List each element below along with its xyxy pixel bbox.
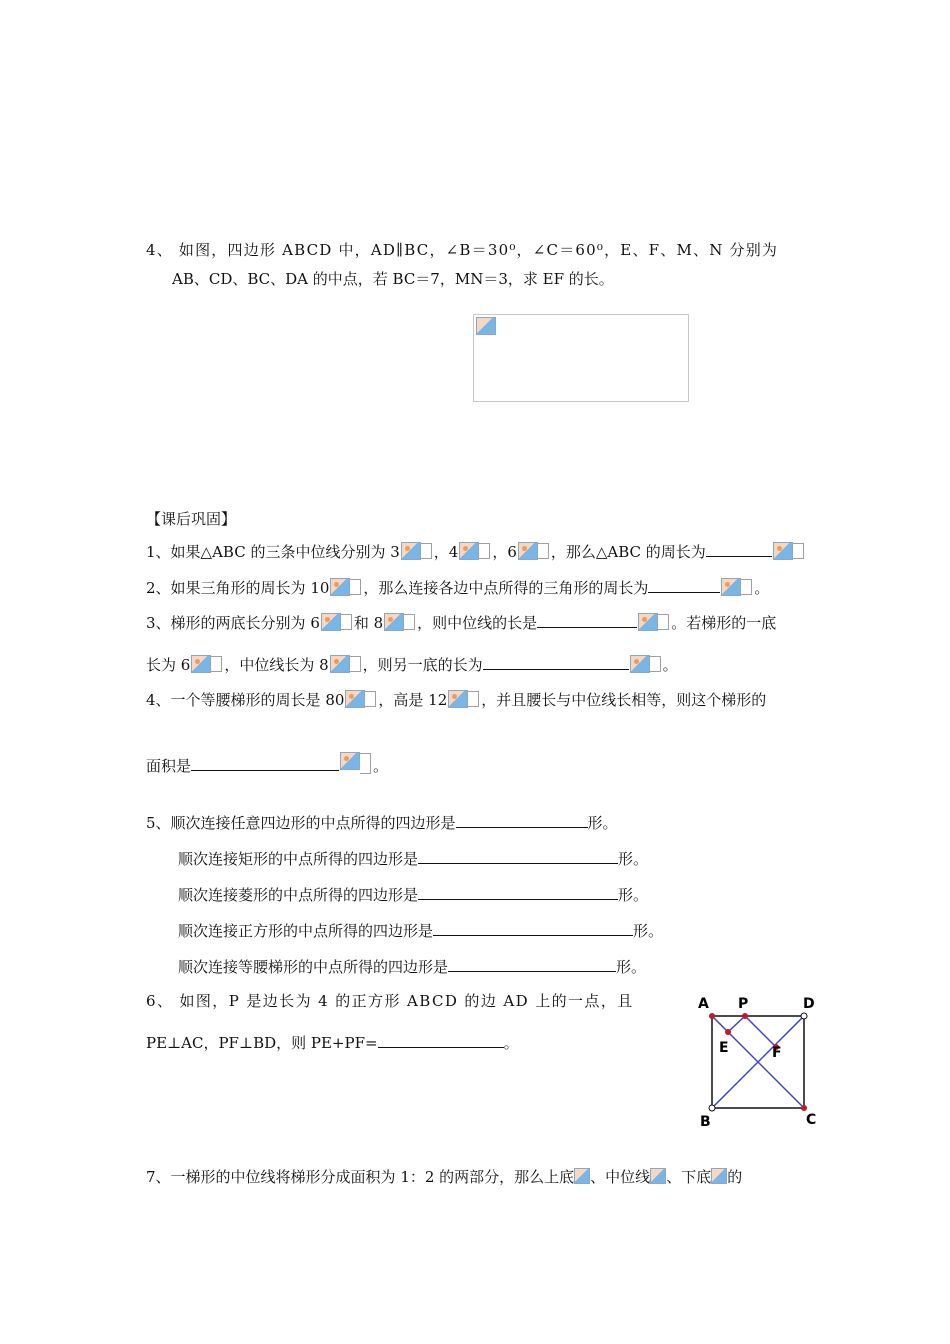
- point-e: [725, 1029, 731, 1035]
- question-3: [146, 612, 776, 633]
- q4b-text-a: 面积是: [146, 757, 192, 775]
- q3b-text-b: ，中位线长为 8: [224, 656, 329, 674]
- segment-pe: [728, 1016, 745, 1032]
- q3-text-d: 。若梯形的一底: [671, 614, 777, 632]
- section-title: 【课后巩固】: [146, 510, 237, 528]
- q6-text: PE⊥AC，PF⊥BD，则 PE+PF=: [146, 1034, 378, 1052]
- formula-image-icon: [518, 542, 550, 560]
- q7-text-a: 7、一梯形的中位线将梯形分成面积为 1：2 的两部分，那么上底: [146, 1168, 575, 1186]
- answer-blank[interactable]: [706, 541, 772, 557]
- problem4-figure-placeholder: [473, 314, 689, 402]
- label-e: E: [719, 1040, 729, 1056]
- q4-text-a: 4、一个等腰梯形的周长是 80: [146, 691, 345, 709]
- answer-blank[interactable]: [537, 612, 637, 628]
- formula-image-icon: [321, 613, 353, 631]
- answer-blank[interactable]: [448, 956, 616, 972]
- answer-blank[interactable]: [648, 577, 720, 593]
- answer-blank[interactable]: [456, 812, 588, 828]
- q5-suffix: 形。: [618, 886, 649, 904]
- answer-blank[interactable]: [483, 654, 629, 670]
- q7-text-b: 、中位线: [590, 1168, 651, 1186]
- label-b: B: [700, 1114, 711, 1130]
- q5-suffix: 形。: [616, 958, 647, 976]
- label-c: C: [806, 1112, 817, 1128]
- point-b: [709, 1105, 715, 1111]
- q3b-text-a: 长为 6: [146, 656, 191, 674]
- formula-image-icon: [773, 542, 805, 560]
- question-2: [146, 577, 769, 598]
- q3-text-b: 和 8: [353, 614, 384, 632]
- question-6-line2: [146, 1032, 519, 1053]
- q5-suffix: 形。: [633, 922, 664, 940]
- label-p: P: [738, 996, 749, 1012]
- formula-image-icon: [711, 1168, 727, 1184]
- formula-image-icon: [345, 690, 377, 708]
- square-figure: [690, 990, 830, 1130]
- formula-image-icon: [459, 542, 491, 560]
- formula-image-icon: [330, 655, 362, 673]
- question-1: [146, 541, 806, 562]
- q7-text-c: 、下底: [666, 1168, 712, 1186]
- problem4-line2: AB、CD、BC、DA 的中点，若 BC＝7，MN＝3，求 EF 的长。: [172, 270, 614, 288]
- q2-text-b: ，那么连接各边中点所得的三角形的周长为: [363, 579, 649, 597]
- q5-rect-text: 顺次连接矩形的中点所得的四边形是: [178, 850, 419, 868]
- q1-text-a: 1、如果△ABC 的三条中位线分别为 3: [146, 543, 400, 561]
- answer-blank[interactable]: [418, 884, 618, 900]
- q3b-end: 。: [662, 656, 678, 674]
- segment-pf: [745, 1016, 776, 1047]
- question-5: [146, 812, 618, 833]
- question-4: [146, 690, 766, 710]
- q5-text: 5、顺次连接任意四边形的中点所得的四边形是: [146, 814, 456, 832]
- formula-image-icon: [721, 578, 753, 596]
- formula-image-icon: [638, 613, 670, 631]
- formula-image-icon: [340, 752, 372, 774]
- q3-text-a: 3、梯形的两底长分别为 6: [146, 614, 320, 632]
- label-a: A: [698, 996, 709, 1012]
- formula-image-icon: [191, 655, 223, 673]
- point-p: [742, 1013, 748, 1019]
- q6-end: 。: [503, 1034, 519, 1052]
- q4b-end: 。: [373, 757, 389, 775]
- answer-blank[interactable]: [418, 848, 618, 864]
- q2-text-a: 2、如果三角形的周长为 10: [146, 579, 330, 597]
- q5-suffix: 形。: [587, 814, 618, 832]
- question-3-line2: [146, 654, 678, 675]
- q1-text-d: ，那么△ABC 的周长为: [550, 543, 706, 561]
- point-d: [801, 1013, 807, 1019]
- broken-image-icon: [476, 317, 496, 335]
- q5-suffix: 形。: [618, 850, 649, 868]
- question-5-isotrap: [178, 956, 646, 977]
- question-7: [146, 1167, 742, 1187]
- question-5-rect: [178, 848, 648, 869]
- formula-image-icon: [650, 1168, 666, 1184]
- formula-image-icon: [330, 578, 362, 596]
- q5-isotrap-text: 顺次连接等腰梯形的中点所得的四边形是: [178, 958, 449, 976]
- q7-text-d: 的: [727, 1168, 743, 1186]
- question-4-line2: [146, 752, 388, 776]
- q1-text-b: ，4: [433, 543, 459, 561]
- q3b-text-c: ，则另一底的长为: [362, 656, 483, 674]
- formula-image-icon: [401, 542, 433, 560]
- q3-text-c: ，则中位线的长是: [417, 614, 538, 632]
- question-6-line1: 6、 如图，P 是边长为 4 的正方形 ABCD 的边 AD 上的一点，且: [146, 992, 634, 1010]
- point-c: [801, 1105, 807, 1111]
- q4-text-c: ，并且腰长与中位线长相等，则这个梯形的: [481, 691, 767, 709]
- formula-image-icon: [574, 1168, 590, 1184]
- answer-blank[interactable]: [378, 1032, 504, 1048]
- problem4-line1: 4、 如图，四边形 ABCD 中，AD∥BC，∠B＝30⁰，∠C＝60⁰，E、F、M、N 分别为: [146, 241, 779, 259]
- q1-text-c: ，6: [492, 543, 517, 561]
- q5-rhombus-text: 顺次连接菱形的中点所得的四边形是: [178, 886, 419, 904]
- q2-end: 。: [754, 579, 770, 597]
- formula-image-icon: [384, 613, 416, 631]
- label-d: D: [803, 996, 815, 1012]
- q4-text-b: ，高是 12: [378, 691, 448, 709]
- formula-image-icon: [448, 690, 480, 708]
- question-5-rhombus: [178, 884, 648, 905]
- q5-square-text: 顺次连接正方形的中点所得的四边形是: [178, 922, 434, 940]
- answer-blank[interactable]: [433, 920, 633, 936]
- question-5-square: [178, 920, 663, 941]
- formula-image-icon: [630, 655, 662, 673]
- label-f: F: [772, 1045, 782, 1061]
- point-a: [709, 1013, 715, 1019]
- answer-blank[interactable]: [191, 755, 339, 771]
